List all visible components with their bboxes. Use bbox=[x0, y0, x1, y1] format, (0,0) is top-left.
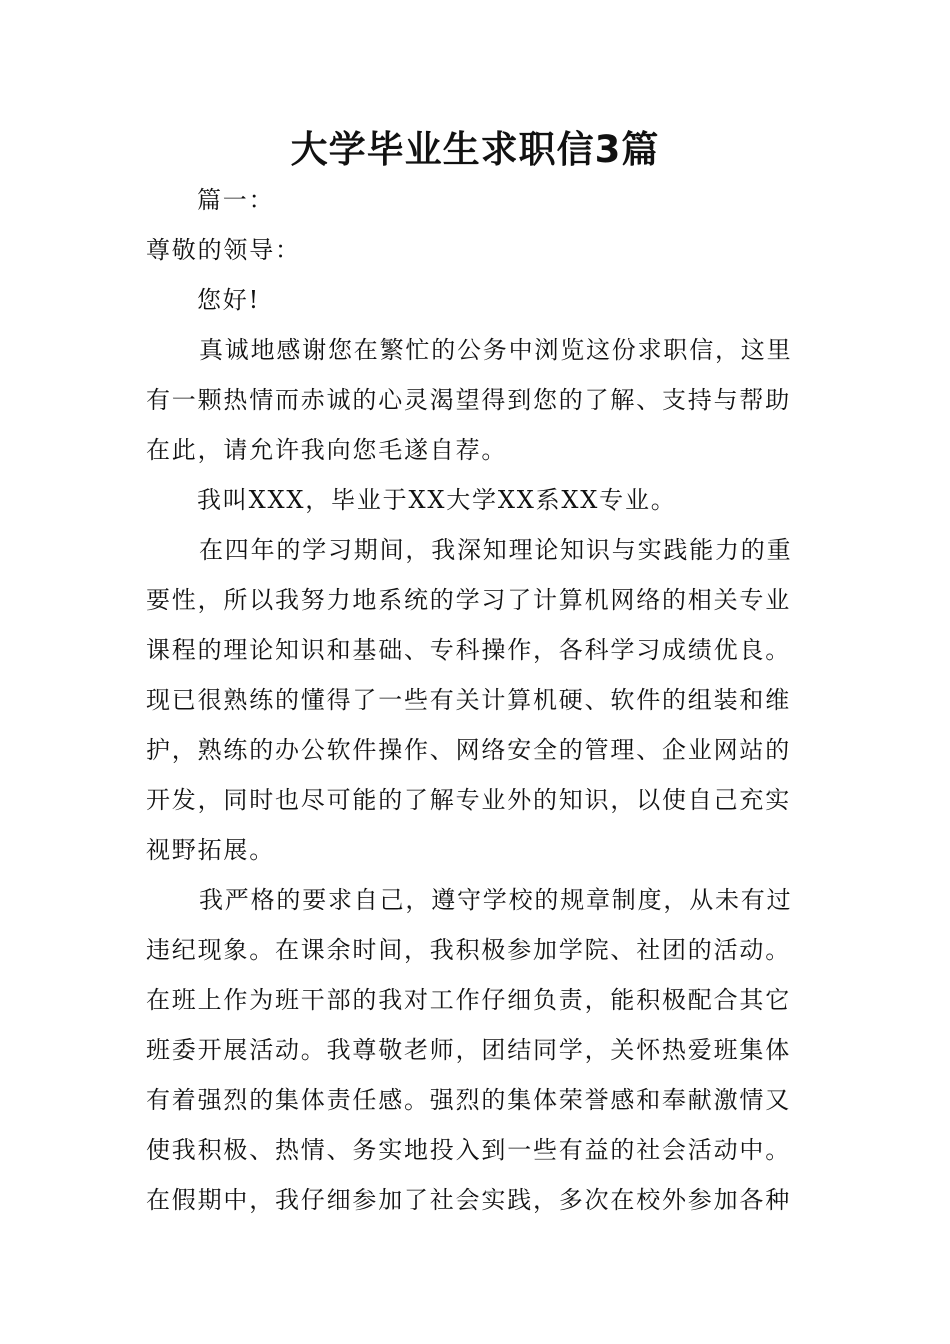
paragraph-3-line-3: 课程的理论知识和基础、专科操作，各科学习成绩优良。 bbox=[146, 636, 791, 664]
paragraph-4-line-2: 违纪现象。在课余时间，我积极参加学院、社团的活动。 bbox=[146, 936, 791, 964]
paragraph-3-line-4: 现已很熟练的懂得了一些有关计算机硬、软件的组装和维 bbox=[146, 686, 791, 714]
paragraph-3-line-1: 在四年的学习期间，我深知理论知识与实践能力的重 bbox=[199, 536, 793, 564]
greeting: 您好! bbox=[197, 286, 261, 314]
paragraph-1-line-2: 有一颗热情而赤诚的心灵渴望得到您的了解、支持与帮助 bbox=[146, 386, 791, 414]
document-title: 大学毕业生求职信3篇 bbox=[290, 128, 660, 171]
paragraph-3-line-2: 要性，所以我努力地系统的学习了计算机网络的相关专业 bbox=[146, 586, 791, 614]
paragraph-4-line-7: 在假期中，我仔细参加了社会实践，多次在校外参加各种 bbox=[146, 1186, 791, 1214]
paragraph-4-line-4: 班委开展活动。我尊敬老师，团结同学，关怀热爱班集体 bbox=[146, 1036, 791, 1064]
paragraph-1-line-1: 真诚地感谢您在繁忙的公务中浏览这份求职信，这里 bbox=[199, 336, 793, 364]
paragraph-1-line-3: 在此，请允许我向您毛遂自荐。 bbox=[146, 436, 508, 464]
section-label: 篇一： bbox=[197, 186, 275, 214]
paragraph-3-line-5: 护，熟练的办公软件操作、网络安全的管理、企业网站的 bbox=[146, 736, 791, 764]
paragraph-4-line-5: 有着强烈的集体责任感。强烈的集体荣誉感和奉献激情又 bbox=[146, 1086, 791, 1114]
salutation: 尊敬的领导： bbox=[146, 236, 301, 264]
paragraph-3-line-6: 开发，同时也尽可能的了解专业外的知识，以使自己充实 bbox=[146, 786, 791, 814]
paragraph-3-line-7: 视野拓展。 bbox=[146, 836, 275, 864]
paragraph-2-line-1: 我叫XXX，毕业于XX大学XX系XX专业。 bbox=[197, 486, 677, 514]
paragraph-4-line-1: 我严格的要求自己，遵守学校的规章制度，从未有过 bbox=[199, 886, 793, 914]
paragraph-4-line-6: 使我积极、热情、务实地投入到一些有益的社会活动中。 bbox=[146, 1136, 791, 1164]
paragraph-4-line-3: 在班上作为班干部的我对工作仔细负责，能积极配合其它 bbox=[146, 986, 791, 1014]
